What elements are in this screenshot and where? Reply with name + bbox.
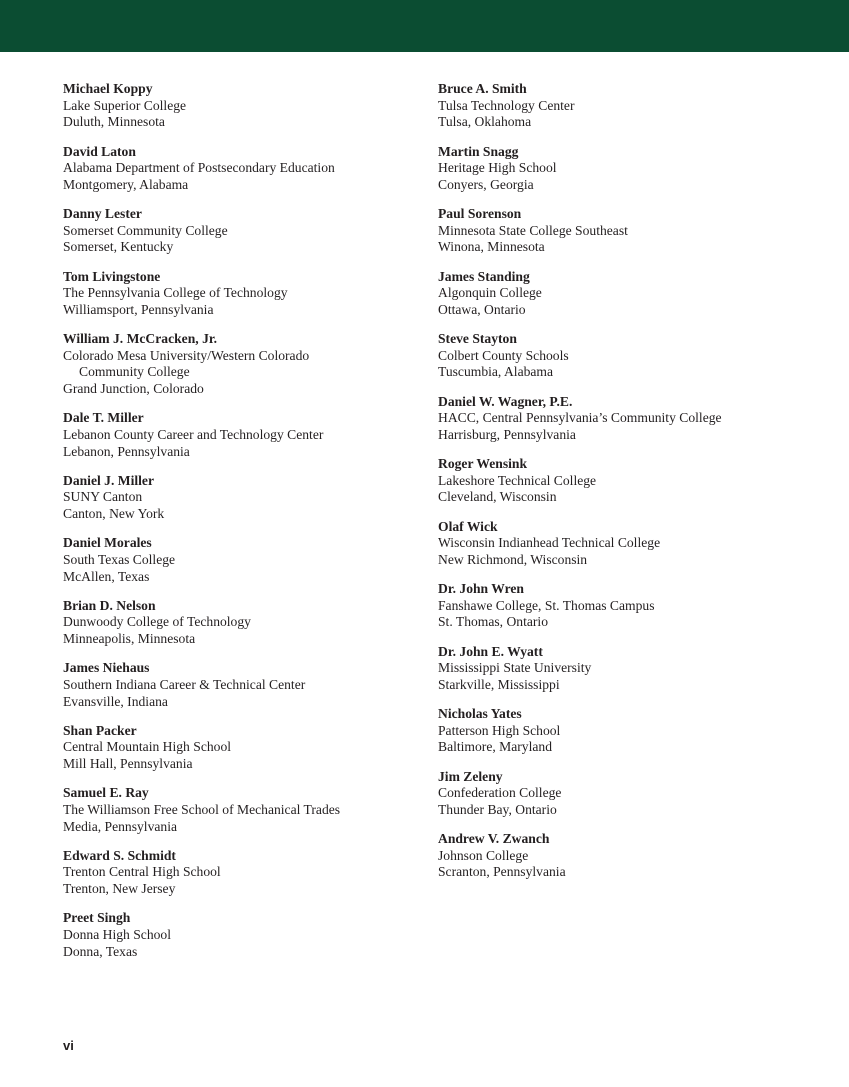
reviewer-name: James Niehaus	[63, 660, 150, 676]
reviewer-institution: Tulsa Technology Center	[438, 97, 575, 113]
reviewer-name: Nicholas Yates	[438, 706, 522, 721]
reviewer-location: Evansville, Indiana	[63, 693, 168, 709]
reviewer-institution: Minnesota State College Southeast	[438, 222, 628, 238]
reviewer-entry	[438, 206, 838, 256]
header-band	[0, 0, 849, 52]
reviewer-name: Michael Koppy	[63, 81, 153, 96]
reviewer-entry	[63, 660, 423, 710]
reviewer-name: Steve Stayton	[438, 331, 517, 346]
reviewer-institution: Community College	[79, 364, 190, 380]
reviewer-name: Tom Livingstone	[63, 268, 161, 284]
reviewer-entry	[63, 848, 423, 898]
reviewer-entry	[63, 723, 423, 773]
reviewer-location: Donna, Texas	[63, 943, 138, 959]
reviewer-name: Andrew V. Zwanch	[438, 831, 550, 846]
reviewer-institution: Lebanon County Career and Technology Center	[63, 426, 324, 442]
reviewer-institution: Trenton Central High School	[63, 864, 221, 880]
reviewer-entry	[63, 910, 423, 960]
reviewer-name: Roger Wensink	[438, 456, 528, 471]
reviewer-location: Starkville, Mississippi	[438, 676, 560, 692]
reviewer-location: Scranton, Pennsylvania	[438, 864, 566, 880]
reviewer-entry	[438, 456, 838, 506]
page-number: vi	[63, 1038, 74, 1053]
reviewer-location: Media, Pennsylvania	[63, 818, 178, 834]
reviewer-institution: Johnson College	[438, 847, 529, 863]
reviewer-location: Canton, New York	[63, 506, 165, 522]
reviewer-location: Somerset, Kentucky	[63, 239, 174, 255]
reviewer-name: William J. McCracken, Jr.	[63, 331, 218, 346]
reviewer-location: McAllen, Texas	[63, 568, 150, 584]
reviewer-institution: The Pennsylvania College of Technology	[63, 285, 288, 301]
reviewer-entry	[438, 644, 838, 694]
reviewer-name: Paul Sorenson	[438, 206, 522, 221]
reviewer-location: Winona, Minnesota	[438, 239, 545, 255]
reviewer-institution: Mississippi State University	[438, 660, 592, 676]
reviewer-entry	[438, 831, 838, 881]
reviewer-name: Daniel Morales	[63, 535, 152, 551]
reviewer-institution: Central Mountain High School	[63, 739, 232, 755]
reviewer-name: Olaf Wick	[438, 518, 498, 534]
reviewer-location: Montgomery, Alabama	[63, 176, 189, 192]
reviewer-name: Dr. John Wren	[438, 581, 524, 596]
reviewer-institution: Fanshawe College, St. Thomas Campus	[438, 597, 655, 613]
reviewer-institution: Lake Superior College	[63, 97, 187, 113]
reviewer-name: Dale T. Miller	[63, 410, 144, 426]
reviewer-name: Shan Packer	[63, 722, 137, 738]
reviewer-entry	[438, 331, 838, 381]
reviewer-entry	[438, 769, 838, 819]
reviewer-institution: Alabama Department of Postsecondary Education	[63, 160, 335, 176]
reviewer-name: Dr. John E. Wyatt	[438, 643, 543, 659]
reviewer-location: Duluth, Minnesota	[63, 114, 165, 130]
reviewer-location: Harrisburg, Pennsylvania	[438, 426, 576, 442]
right-column	[438, 81, 838, 894]
reviewer-location: Trenton, New Jersey	[63, 881, 176, 897]
reviewer-institution: HACC, Central Pennsylvania’s Community College	[438, 410, 722, 426]
reviewer-location: Mill Hall, Pennsylvania	[63, 756, 193, 772]
reviewer-entry	[63, 81, 423, 131]
reviewer-name: Daniel W. Wagner, P.E.	[438, 393, 573, 409]
reviewer-name: Danny Lester	[63, 206, 142, 221]
reviewer-name: Brian D. Nelson	[63, 597, 156, 613]
reviewer-location: St. Thomas, Ontario	[438, 614, 549, 630]
reviewer-name: Samuel E. Ray	[63, 785, 149, 801]
reviewer-institution: Wisconsin Indianhead Technical College	[438, 535, 661, 551]
reviewer-institution: The Williamson Free School of Mechanical Trades	[63, 801, 341, 817]
reviewer-location: Tuscumbia, Alabama	[438, 364, 554, 380]
reviewer-institution: Colorado Mesa University/Western Colorado	[63, 347, 310, 363]
reviewer-institution: Confederation College	[438, 785, 562, 801]
reviewer-entry	[438, 394, 838, 444]
reviewer-location: Thunder Bay, Ontario	[438, 801, 557, 817]
reviewer-institution: SUNY Canton	[63, 489, 143, 505]
reviewer-location: Minneapolis, Minnesota	[63, 631, 196, 647]
reviewer-location: Ottawa, Ontario	[438, 301, 526, 317]
reviewer-entry	[438, 81, 838, 131]
reviewer-entry	[438, 581, 838, 631]
reviewer-location: Tulsa, Oklahoma	[438, 114, 532, 130]
reviewer-institution: Algonquin College	[438, 285, 542, 301]
reviewer-location: Baltimore, Maryland	[438, 739, 553, 755]
reviewer-name: Edward S. Schmidt	[63, 847, 176, 863]
reviewer-entry	[438, 269, 838, 319]
reviewer-entry	[63, 206, 423, 256]
reviewer-name: Bruce A. Smith	[438, 81, 527, 96]
reviewer-institution: Donna High School	[63, 926, 171, 942]
reviewer-location: Conyers, Georgia	[438, 176, 534, 192]
reviewer-entry	[63, 785, 423, 835]
reviewer-location: Lebanon, Pennsylvania	[63, 443, 190, 459]
reviewer-location: Williamsport, Pennsylvania	[63, 301, 214, 317]
reviewer-institution: Lakeshore Technical College	[438, 472, 597, 488]
reviewer-entry	[63, 598, 423, 648]
reviewer-name: Jim Zeleny	[438, 768, 503, 784]
reviewer-institution: Patterson High School	[438, 722, 561, 738]
reviewer-location: Grand Junction, Colorado	[63, 381, 204, 397]
reviewer-entry	[63, 473, 423, 523]
reviewer-institution: South Texas College	[63, 551, 176, 567]
reviewer-location: New Richmond, Wisconsin	[438, 551, 588, 567]
reviewer-name: Daniel J. Miller	[63, 472, 154, 488]
reviewer-name: Preet Singh	[63, 910, 131, 926]
reviewer-institution: Southern Indiana Career & Technical Center	[63, 676, 306, 692]
reviewer-name: James Standing	[438, 268, 530, 284]
reviewer-entry	[63, 410, 423, 460]
reviewer-institution: Somerset Community College	[63, 222, 228, 238]
reviewer-entry	[63, 535, 423, 585]
reviewer-location: Cleveland, Wisconsin	[438, 489, 557, 505]
reviewer-institution: Heritage High School	[438, 160, 557, 176]
reviewer-institution: Colbert County Schools	[438, 347, 569, 363]
reviewer-entry	[63, 331, 423, 398]
reviewer-entry	[63, 144, 423, 194]
reviewer-entry	[63, 269, 423, 319]
reviewer-institution: Dunwoody College of Technology	[63, 614, 251, 630]
left-column	[63, 81, 423, 973]
reviewer-entry	[438, 144, 838, 194]
reviewer-name: David Laton	[63, 143, 136, 159]
reviewer-entry	[438, 706, 838, 756]
reviewer-name: Martin Snagg	[438, 143, 519, 159]
reviewer-entry	[438, 519, 838, 569]
